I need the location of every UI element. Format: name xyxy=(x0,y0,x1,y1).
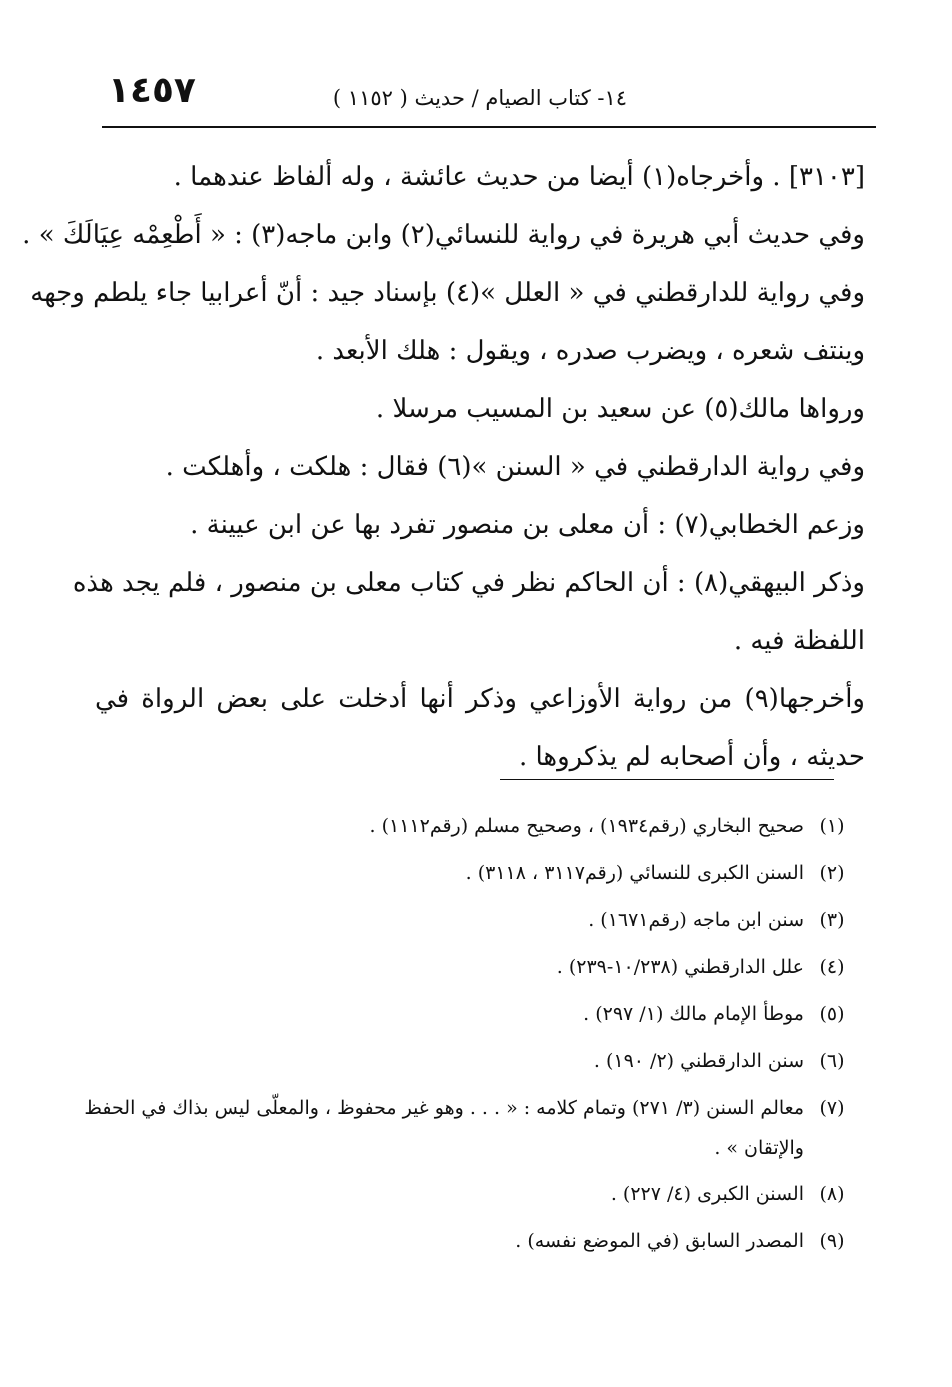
footnote-rule xyxy=(500,779,834,780)
paragraph-continuation: وينتف شعره ، ويضرب صدره ، ويقول : هلك الأبعد . xyxy=(315,336,865,366)
paragraph: وفي رواية الدارقطني في « السنن »(٦) فقال : هلكت ، وأهلكت . xyxy=(165,452,865,482)
footnote-item xyxy=(80,1041,850,1088)
footnote-item xyxy=(80,1221,850,1268)
footnote-text: موطأ الإمام مالك (١/ ٢٩٧) . xyxy=(583,1003,804,1025)
footnote-text: المصدر السابق (في الموضع نفسه) . xyxy=(515,1230,804,1252)
main-text xyxy=(22,148,865,786)
paragraph-continuation: اللفظة فيه . xyxy=(733,626,865,656)
footnote-number: (٥) xyxy=(819,1003,845,1025)
footnote-item xyxy=(80,1088,850,1174)
footnote-text: معالم السنن (٣/ ٢٧١) وتمام كلامه : « . . . وهو غير محفوظ ، والمعلّى ليس بذاك في الحفظ والإتقان » . xyxy=(84,1097,804,1159)
footnote-number: (٧) xyxy=(819,1097,845,1119)
paragraph: وزعم الخطابي(٧) : أن معلى بن منصور تفرد بها عن ابن عيينة . xyxy=(190,510,865,540)
paragraph: [٣١٠٣] . وأخرجاه(١) أيضا من حديث عائشة ، وله ألفاظ عندهما . xyxy=(173,162,865,192)
paragraph: ورواها مالك(٥) عن سعيد بن المسيب مرسلا . xyxy=(375,394,865,424)
footnote-number: (٣) xyxy=(819,909,845,931)
paragraph: وفي حديث أبي هريرة في رواية للنسائي(٢) وابن ماجه(٣) : « أَطْعِمْه عِيَالَكَ » . xyxy=(22,220,865,250)
footnote-number: (٦) xyxy=(819,1050,845,1072)
paragraph: وأخرجها(٩) من رواية الأوزاعي وذكر أنها أدخلت على بعض الرواة في xyxy=(95,684,865,714)
footnote-text: صحيح البخاري (رقم١٩٣٤) ، وصحيح مسلم (رقم١١١٢) . xyxy=(369,815,804,837)
footnote-number: (٢) xyxy=(819,862,845,884)
footnote-item xyxy=(80,994,850,1041)
footnote-number: (٩) xyxy=(819,1230,845,1252)
footnote-text: علل الدارقطني (١٠/٢٣٨-٢٣٩) . xyxy=(556,956,804,978)
footnote-item xyxy=(80,900,850,947)
paragraph-continuation: حديثه ، وأن أصحابه لم يذكروها . xyxy=(518,742,865,772)
footnote-text: سنن ابن ماجه (رقم١٦٧١) . xyxy=(588,909,804,931)
footnote-item xyxy=(80,1174,850,1221)
paragraph: وفي رواية للدارقطني في « العلل »(٤) بإسناد جيد : أنّ أعرابيا جاء يلطم وجهه xyxy=(30,278,865,308)
footnote-text: السنن الكبرى (٤/ ٢٢٧) . xyxy=(610,1183,804,1205)
footnote-item xyxy=(80,853,850,900)
header-rule xyxy=(102,126,876,128)
footnote-number: (٤) xyxy=(819,956,845,978)
running-title: ١٤- كتاب الصيام / حديث ( ١١٥٢ ) xyxy=(332,86,628,110)
footnotes xyxy=(80,806,850,1268)
footnote-text: السنن الكبرى للنسائي (رقم٣١١٧ ، ٣١١٨) . xyxy=(465,862,804,884)
footnote-item xyxy=(80,806,850,853)
footnote-number: (١) xyxy=(819,815,845,837)
footnote-item xyxy=(80,947,850,994)
footnote-number: (٨) xyxy=(819,1183,845,1205)
page-number: ١٤٥٧ xyxy=(108,70,196,111)
paragraph: وذكر البيهقي(٨) : أن الحاكم نظر في كتاب معلى بن منصور ، فلم يجد هذه xyxy=(72,568,865,598)
footnote-text: سنن الدارقطني (٢/ ١٩٠) . xyxy=(593,1050,804,1072)
